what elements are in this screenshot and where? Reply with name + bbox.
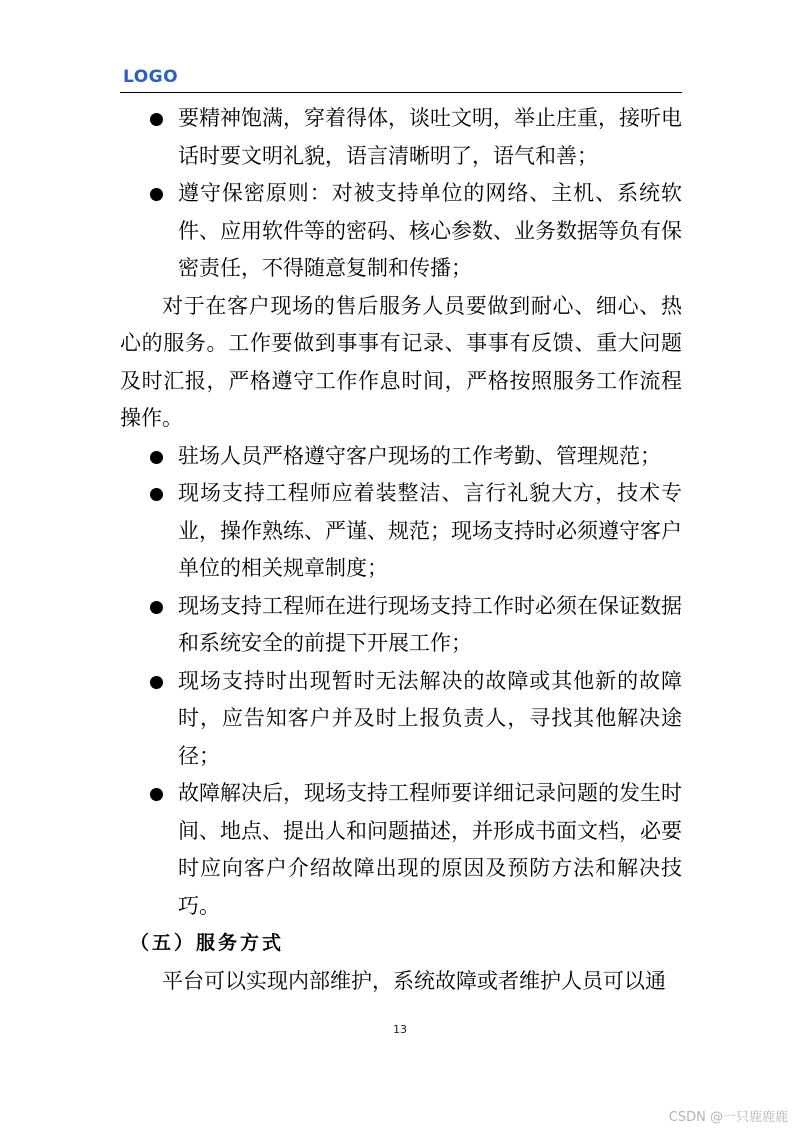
list-item-text: 现场支持工程师在进行现场支持工作时必须在保证数据和系统安全的前提下开展工作；	[178, 593, 682, 655]
bullet-dot-icon	[150, 788, 163, 801]
list-item-text: 遵守保密原则：对被支持单位的网络、主机、系统软件、应用软件等的密码、核心参数、业务数据等负有保密责任，不得随意复制和传播；	[178, 181, 682, 280]
section-heading: （五）服务方式	[130, 932, 285, 954]
list-item	[120, 663, 682, 776]
list-item	[120, 588, 682, 663]
body-paragraph: 平台可以实现内部维护，系统故障或者维护人员可以通	[162, 968, 666, 993]
bullet-dot-icon	[150, 601, 163, 614]
list-item	[120, 775, 682, 925]
list-item	[120, 100, 682, 175]
list-item-text: 驻场人员严格遵守客户现场的工作考勤、管理规范；	[178, 443, 661, 468]
bullet-dot-icon	[150, 188, 163, 201]
list-item-text: 现场支持时出现暂时无法解决的故障或其他新的故障时，应告知客户并及时上报负责人，寻找其他解决途径；	[178, 668, 682, 768]
list-item-text: 要精神饱满，穿着得体，谈吐文明，举止庄重，接听电话时要文明礼貌，语言清晰明了，语气和善；	[178, 106, 682, 168]
list-item	[120, 475, 682, 588]
list-item	[120, 175, 682, 288]
page-number: 13	[393, 1023, 407, 1036]
watermark: CSDN @一只鹿鹿鹿	[668, 1110, 788, 1125]
list-item-text: 现场支持工程师应着装整洁、言行礼貌大方，技术专业，操作熟练、严谨、规范；现场支持时必须遵守客户单位的相关规章制度；	[178, 481, 682, 580]
bullet-dot-icon	[150, 488, 163, 501]
page-header	[120, 64, 682, 93]
logo: LOGO	[123, 67, 179, 87]
document-body	[120, 100, 682, 1000]
bullet-dot-icon	[150, 113, 163, 126]
bullet-dot-icon	[150, 676, 163, 689]
bullet-dot-icon	[150, 451, 163, 464]
list-item-text: 故障解决后，现场支持工程师要详细记录问题的发生时间、地点、提出人和问题描述，并形成书面文档，必要时应向客户介绍故障出现的原因及预防方法和解决技巧。	[178, 781, 682, 918]
body-paragraph: 对于在客户现场的售后服务人员要做到耐心、细心、热心的服务。工作要做到事事有记录、事事有反馈、重大问题及时汇报，严格遵守工作作息时间，严格按照服务工作流程操作。	[120, 293, 682, 430]
list-item	[120, 438, 682, 476]
